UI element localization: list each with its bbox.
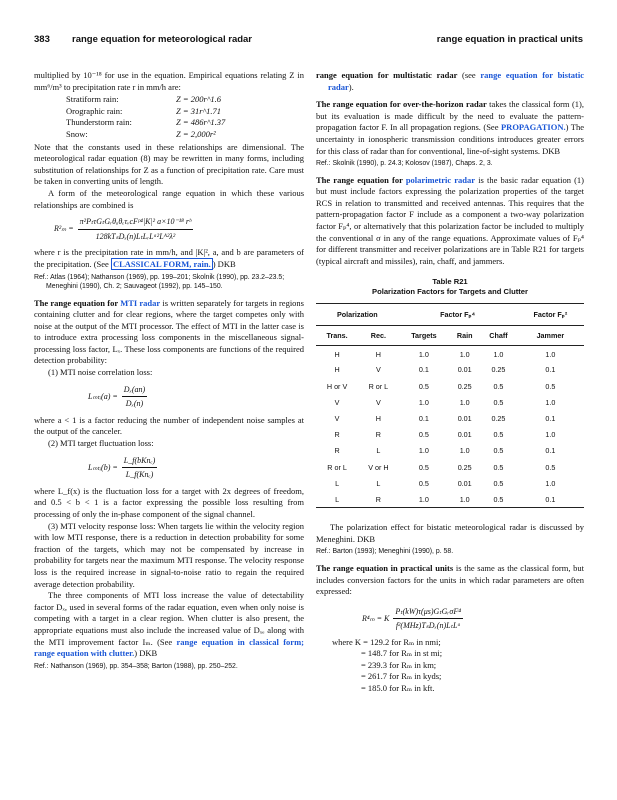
multistatic-entry: range equation for multistatic radar (see range equation for bistatic radar). bbox=[316, 70, 585, 92]
table-cell: V bbox=[334, 397, 340, 407]
table-cell: R bbox=[334, 430, 340, 440]
column-header: Jammer bbox=[517, 326, 584, 346]
page-header bbox=[34, 34, 583, 48]
column-header: Chaff bbox=[480, 326, 517, 346]
right-column bbox=[316, 70, 584, 694]
mti-item-2: (2) MTI target fluctuation loss: bbox=[48, 438, 154, 449]
note-paragraph: Note that the constants used in these relationships are dimensional. The meteorological radar equation (8) may be rewritten in many forms, including substitution of relationships for Z as a function of precipitation rate. Care must be taken in converting units of length. bbox=[34, 141, 304, 187]
mti-radar-link[interactable]: MTI radar bbox=[120, 297, 161, 308]
mti-paragraph: The range equation for MTI radar is written separately for targets in regions containing clutter and for clear regions, where the target competes only with noise at the output of the MTI processor. The effect of MTI in the latter case is to introduce extra processing loss components in the miscellaneous signal-processing loss factor, Lₓ. These loss components are functions of the required detection probability: bbox=[34, 297, 304, 366]
group-header: Factor Fₚ² bbox=[517, 304, 584, 326]
table-title: Polarization Factors for Targets and Clutter bbox=[372, 287, 528, 297]
practical-units-paragraph: The range equation in practical units is the same as the classical form, but includes conversion factors for the units in which radar parameters are often expressed: bbox=[316, 562, 584, 597]
rain-row: Snow: Z = 2,000r² bbox=[66, 128, 216, 139]
table-cell: 1.0 bbox=[449, 492, 480, 508]
k-line: = 185.0 for Rₘ in kft. bbox=[361, 682, 435, 693]
table-row bbox=[316, 475, 584, 491]
column-header: Targets bbox=[399, 326, 450, 346]
table-cell: 1.0 bbox=[418, 350, 429, 360]
mti-b-paragraph: where L_f(x) is the fluctuation loss for a target with 2x degrees of freedom, and 0.5 < b < 1 is a factor expressing the possible loss resulting from processing of only the in-phase component of the signal channel. bbox=[34, 485, 304, 519]
table-row bbox=[316, 427, 584, 443]
table-cell: 0.25 bbox=[457, 462, 472, 472]
table-cell: 0.5 bbox=[493, 381, 504, 391]
table-cell: R or L bbox=[327, 462, 347, 472]
running-title-left: range equation for meteorological radar bbox=[72, 34, 253, 45]
table-cell: 0.01 bbox=[457, 413, 472, 423]
table-cell: H bbox=[334, 350, 340, 360]
rain-row: Thunderstorm rain: Z = 486r^1.37 bbox=[66, 117, 226, 128]
group-header: Factor Fₚ⁴ bbox=[399, 304, 517, 326]
left-column bbox=[34, 70, 304, 677]
table-cell: 0.25 bbox=[491, 365, 506, 375]
table-cell: 0.01 bbox=[457, 478, 472, 488]
rain-row: Stratiform rain: Z = 200r^1.6 bbox=[66, 94, 221, 105]
table-cell: 1.0 bbox=[545, 430, 556, 440]
mti-a-paragraph: where a < 1 is a factor reducing the number of independent noise samples at the output of the canceler. bbox=[34, 414, 304, 437]
rain-row: Orographic rain: Z = 31r^1.71 bbox=[66, 105, 221, 116]
table-cell: 0.01 bbox=[457, 430, 472, 440]
mti-item-3: (3) MTI velocity response loss: When targets lie within the velocity region with low MTI response, there is a reduction in detection probability for some fraction of the targets, which may not be compensated by increase in probability for targets near the maximum MTI response. The velocity response loss is the required increase in signal-to-noise ratio to regain the required average detection probability. bbox=[34, 520, 304, 589]
table-cell: 0.25 bbox=[457, 381, 472, 391]
table-cell: 0.1 bbox=[545, 446, 556, 456]
table-cell: L bbox=[316, 492, 358, 508]
rain-relationships bbox=[34, 94, 304, 140]
k-line: = 148.7 for Rₘ in st mi; bbox=[361, 648, 443, 659]
practical-units-equation: R⁴ₘ = K $\frac{\text{Pₜ(kW)τ(μs)GₜGᵣσF⁴}}{\text{f²(MHz)TₛDₓ(n)LₜLᵅ}}$ bbox=[362, 606, 461, 631]
classical-clutter-link[interactable]: range equation in classical form; range equation with clutter. bbox=[34, 636, 304, 659]
classical-rain-link[interactable]: CLASSICAL FORM, rain. bbox=[112, 258, 211, 269]
where-r-paragraph: where r is the precipitation rate in mm/h, and |K|², a, and b are parameters of the precipitation. (See CLASSICAL FORM, rain. ) DKB bbox=[34, 247, 304, 269]
table-cell: 0.5 bbox=[493, 397, 504, 407]
table-cell: 0.5 bbox=[418, 381, 429, 391]
table-cell: 0.25 bbox=[491, 413, 506, 423]
running-title-right: range equation in practical units bbox=[436, 34, 583, 45]
table-cell: 0.5 bbox=[493, 430, 504, 440]
table-cell: 1.0 bbox=[459, 446, 470, 456]
table-cell: 0.1 bbox=[545, 413, 556, 423]
table-cell: 0.01 bbox=[457, 365, 472, 375]
bistatic-radar-link[interactable]: range equation for bistatic radar bbox=[328, 70, 585, 92]
table-cell: 0.5 bbox=[545, 462, 556, 472]
k-constants bbox=[316, 637, 584, 694]
mti-item-1: (1) MTI noise correlation loss: bbox=[48, 367, 153, 378]
table-cell: 0.1 bbox=[418, 365, 429, 375]
form-paragraph: A form of the meteorological range equation in which these various relationships are combined is bbox=[34, 187, 304, 210]
intro-paragraph: multiplied by 10⁻¹⁸ for use in the equation. Empirical equations relating Z in mm⁶/m³ to precipitation rate r in mm/h are: bbox=[34, 70, 304, 92]
table-cell: L bbox=[376, 446, 381, 456]
table-cell: V bbox=[375, 397, 381, 407]
table-cell: V bbox=[334, 413, 340, 423]
table-cell: 0.5 bbox=[418, 462, 429, 472]
table-cell: 0.1 bbox=[545, 365, 556, 375]
table-r21 bbox=[316, 277, 584, 508]
table-cell: 0.5 bbox=[493, 446, 504, 456]
table-cell: 1.0 bbox=[545, 478, 556, 488]
table-cell: 0.5 bbox=[493, 478, 504, 488]
reference-2: Ref.: Nathanson (1969), pp. 354–358; Barton (1988), pp. 250–252. bbox=[34, 662, 238, 670]
k-line: where K = 129.2 for Rₘ in nmi; bbox=[332, 636, 441, 647]
oth-paragraph: The range equation for over-the-horizon radar takes the classical form (1), but its evaluation is made difficult by the need to evaluate the pattern-propagation factor F. In all propagation regions. (See PROPAGATION.) The uncertainty in ionospheric transmission conditions introduces greater errors for this class of radar than for conventional, line-of-sight systems. DKB bbox=[316, 99, 584, 156]
table-cell: H bbox=[375, 413, 381, 423]
table-row bbox=[316, 411, 584, 427]
table-cell: 1.0 bbox=[459, 350, 470, 360]
table-cell: V bbox=[375, 365, 381, 375]
reference-3: Ref.: Skolnik (1990), p. 24.3; Kolosov (1987), Chaps. 2, 3. bbox=[316, 160, 493, 168]
table-row bbox=[316, 443, 584, 459]
table-cell: R bbox=[375, 430, 381, 440]
table-cell: R or L bbox=[368, 381, 389, 391]
table-cell: H or V bbox=[326, 381, 348, 391]
column-header: Rain bbox=[449, 326, 480, 346]
polarization-table bbox=[316, 303, 584, 508]
table-cell: 0.5 bbox=[418, 478, 429, 488]
table-cell: L bbox=[376, 478, 381, 488]
table-cell: 0.5 bbox=[480, 492, 517, 508]
table-cell: V or H bbox=[368, 462, 389, 472]
table-cell: 0.1 bbox=[517, 492, 584, 508]
table-cell: 1.0 bbox=[418, 397, 429, 407]
table-label: Table R21 bbox=[432, 277, 468, 287]
mti-fluctuation-equation: Lₘₜᵢ(b) = $\frac{\text{L\_f(bKnₑ)}}{\text{L\_f(Knₑ)}}$ bbox=[88, 455, 156, 480]
table-cell: 0.5 bbox=[418, 430, 429, 440]
table-row bbox=[316, 492, 584, 508]
propagation-link[interactable]: PROPAGATION. bbox=[500, 122, 566, 133]
polarimetric-radar-link[interactable]: polarimetric radar bbox=[405, 174, 476, 185]
table-cell: 1.0 bbox=[418, 446, 429, 456]
table-cell: 0.5 bbox=[493, 462, 504, 472]
k-line: = 261.7 for Rₘ in kyds; bbox=[361, 671, 442, 682]
table-cell: 0.5 bbox=[545, 381, 556, 391]
table-row bbox=[316, 378, 584, 394]
polarimetric-paragraph: The range equation for polarimetric radar is the basic radar equation (1) but must include factors expressing the polarization properties of the target RCS in relation to transmitted and received antennas. This requires that the pattern-propagation factor F include as a component a two-way polarization factor Fₚ⁴, or alternatively that this polarization factor be included to multiply the conventional σ in any of the range equations. Approximate values of Fₚ⁴ for different transmitter and receiver polarizations are in Table R21 for targets (typical aircraft and missiles), rain, chaff, and jammers. bbox=[316, 174, 585, 266]
table-cell: H bbox=[375, 350, 381, 360]
table-cell: R bbox=[358, 492, 399, 508]
column-header: Trans. bbox=[316, 326, 358, 346]
bistatic-pol-paragraph: The polarization effect for bistatic meteorological radar is discussed by Meneghini. DKB bbox=[316, 522, 584, 544]
table-row bbox=[316, 459, 584, 475]
table-cell: 1.0 bbox=[493, 350, 504, 360]
meteorological-range-equation: R²ₘ = $\frac{\text{π²PₜτGₜGᵣθₐθₑτᵥcFᵖ⁴|K|² a×10⁻¹⁸ rᵇ}}{\text{128kTₛDₓ(n)LₜLᵣLᵅ²Lᴬ²λ²}}$ bbox=[54, 217, 192, 241]
page-number: 383 bbox=[34, 34, 50, 45]
table-row bbox=[316, 362, 584, 378]
table-cell: 1.0 bbox=[399, 492, 450, 508]
table-row bbox=[316, 394, 584, 410]
three-components-paragraph: The three components of MTI loss increase the value of detectability factor Dₓ, used in several forms of the radar equation, even when only noise is competing with a target in a clear region. When clutter is also present, the appropriate equations must also include the increased value of Dₓₑ along with the MTI improvement factor Iₘ. (See range equation in classical form; range equation with clutter.) DKB bbox=[34, 590, 304, 659]
table-cell: 1.0 bbox=[459, 397, 470, 407]
table-cell: H bbox=[334, 365, 340, 375]
k-line: = 239.3 for Rₘ in km; bbox=[361, 659, 437, 670]
reference-4: Ref.: Barton (1993); Meneghini (1990), p. 58. bbox=[316, 548, 454, 556]
column-header: Rec. bbox=[358, 326, 399, 346]
table-cell: 0.1 bbox=[418, 413, 429, 423]
mti-noise-equation: Lₘₜᵢ(a) = $\frac{\text{Dₓ(an)}}{\text{Dₓ(n)}}$ bbox=[88, 384, 146, 409]
reference-1: Ref.: Atlas (1964); Nathanson (1969), pp. 199–201; Skolnik (1990), pp. 23.2–23.5; Meneghini (1990), Ch. 2; Sauvageot (1992), pp. 145–150. bbox=[34, 273, 285, 290]
group-header: Polarization bbox=[316, 304, 399, 326]
table-cell: 1.0 bbox=[545, 350, 556, 360]
table-row bbox=[316, 346, 584, 362]
table-cell: L bbox=[335, 478, 340, 488]
table-cell: 1.0 bbox=[545, 397, 556, 407]
table-cell: R bbox=[334, 446, 340, 456]
